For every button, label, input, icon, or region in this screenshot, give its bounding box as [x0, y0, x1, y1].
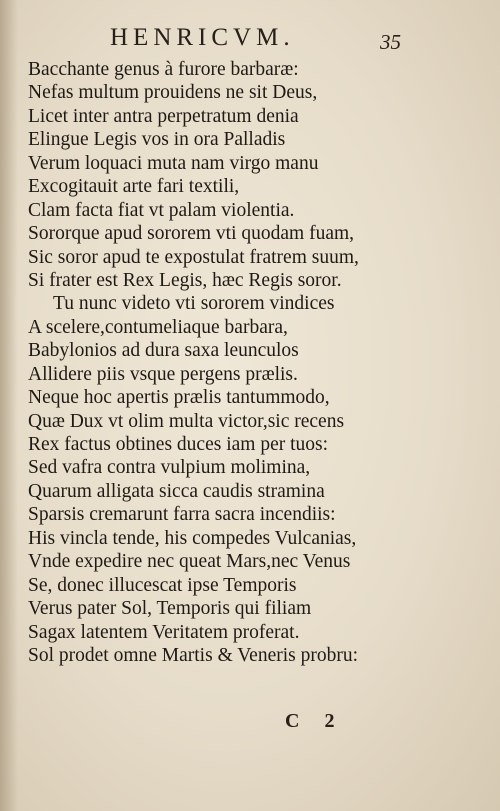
verse-line: Se, donec illucescat ipse Temporis	[28, 574, 297, 596]
verse-line: Sagax latentem Veritatem proferat.	[28, 621, 300, 643]
signature-mark: C 2	[285, 710, 345, 732]
verse-line: Rex factus obtines duces iam per tuos:	[28, 434, 329, 455]
verse-line: Sed vafra contra vulpium molimina,	[28, 457, 311, 479]
verse-line: Licet inter antra perpetratum denia	[28, 105, 299, 127]
verse-line: Allidere piis vsque pergens prælis.	[28, 363, 298, 385]
verse-line: Sororque apud sororem vti quodam fuam,	[28, 223, 355, 245]
verse-line: Excogitauit arte fari textili,	[28, 176, 240, 198]
verse-line: Clam facta fiat vt palam violentia.	[28, 199, 295, 221]
verse-line: Sparsis cremarunt farra sacra incendiis:	[28, 504, 336, 526]
verse-line: Verus pater Sol, Temporis qui filiam	[28, 598, 312, 620]
verse-line: Quæ Dux vt olim multa victor,sic recens	[28, 410, 345, 432]
verse-line: Nefas multum prouidens ne sit Deus,	[28, 82, 318, 104]
verse-line: Sol prodet omne Martis & Veneris probru:	[28, 644, 359, 666]
verse-line: Neque hoc apertis prælis tantummodo,	[28, 387, 330, 409]
gutter-shadow	[0, 0, 18, 811]
verse-line: His vincla tende, his compedes Vulcanias,	[28, 527, 357, 549]
verse-line: Si frater est Rex Legis, hæc Regis soror.	[28, 269, 342, 291]
verse-line: A scelere,contumeliaque barbara,	[28, 316, 288, 338]
poem-text	[28, 58, 468, 667]
verse-line: Bacchante genus à furore barbaræ:	[28, 59, 299, 80]
page-number: 35	[380, 30, 401, 54]
verse-line: Tu nunc videto vti sororem vindices	[53, 293, 335, 315]
verse-line: Quarum alligata sicca caudis stramina	[28, 480, 325, 502]
running-title: HENRICVM.	[110, 24, 295, 51]
verse-line: Elingue Legis vos in ora Palladis	[28, 129, 286, 151]
verse-line: Vnde expedire nec queat Mars,nec Venus	[28, 551, 351, 573]
verse-line: Sic soror apud te expostulat fratrem suum,	[28, 246, 359, 268]
verse-line: Babylonios ad dura saxa leunculos	[28, 340, 299, 362]
running-head	[0, 24, 500, 54]
verse-line: Verum loquaci muta nam virgo manu	[28, 152, 319, 174]
